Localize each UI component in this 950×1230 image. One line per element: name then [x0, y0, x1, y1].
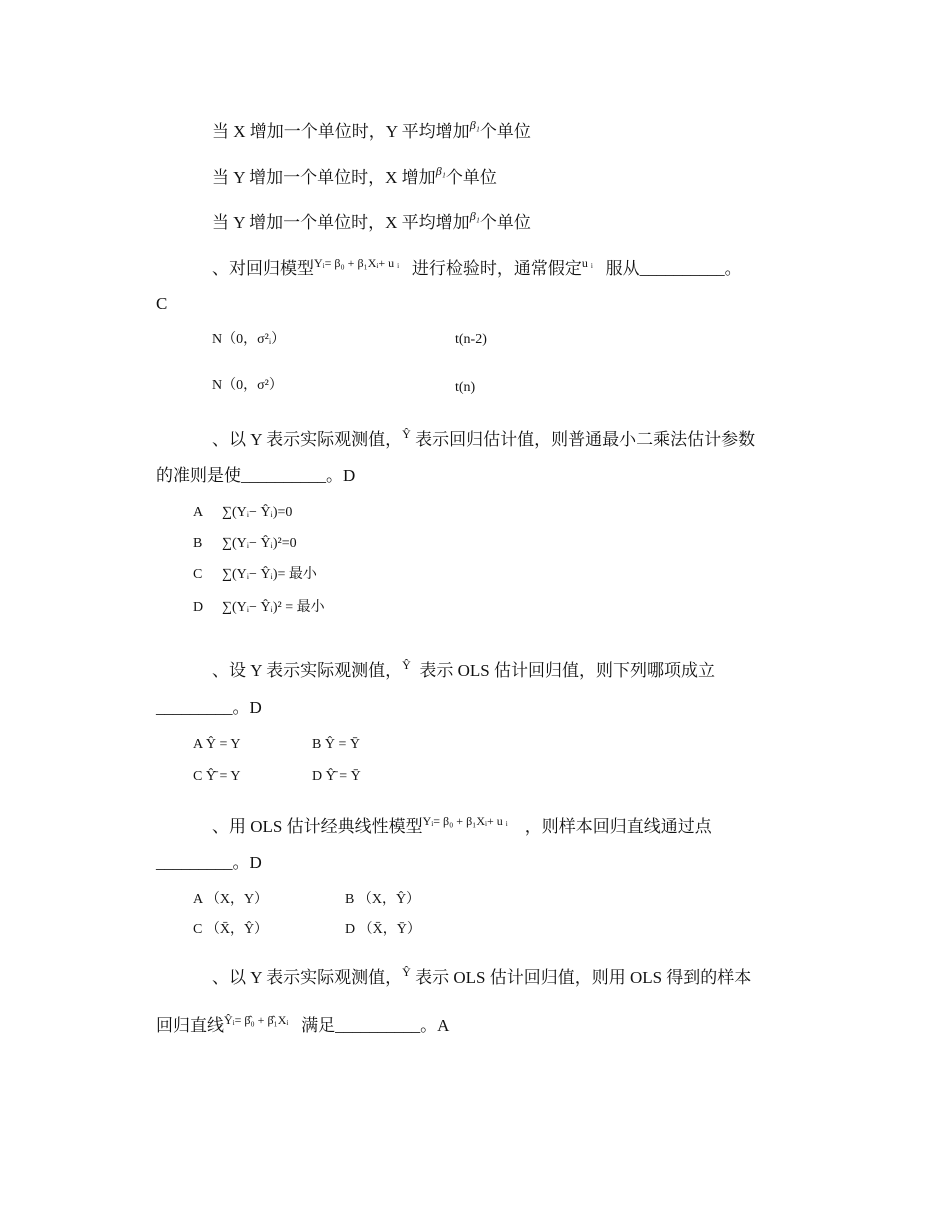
- question-2-line-2: 的准则是使__________。D: [156, 466, 356, 485]
- error-term-symbol: u ᵢ: [581, 256, 593, 270]
- question-text: 表示 OLS 估计回归值，则下列哪项成立: [419, 661, 715, 680]
- question-5-line-1: [212, 967, 751, 990]
- question-3-option-b: B Ŷ = Ȳ: [312, 737, 360, 752]
- option-text-tail: 个单位: [445, 168, 497, 187]
- y-hat-symbol: Ŷ: [402, 427, 411, 441]
- question-1-option-a: N（0，σ²ᵢ）: [212, 332, 286, 347]
- question-text: 、对回归模型: [212, 259, 314, 278]
- option-text: 当 Y 增加一个单位时，X 平均增加: [212, 213, 470, 232]
- beta1-symbol: β₁: [469, 118, 480, 132]
- question-2-option-d-letter: D: [193, 600, 204, 615]
- question-text: 回归直线: [156, 1016, 224, 1035]
- option-line-1: [212, 118, 531, 144]
- question-text: 、设 Y 表示实际观测值，: [212, 661, 403, 680]
- question-3-option-a: A Ŷ = Y: [193, 737, 241, 752]
- question-3-line-1: [212, 660, 715, 683]
- question-3-line-2: _________。D: [156, 698, 262, 717]
- question-2-option-a-letter: A: [193, 505, 204, 520]
- question-text: 满足__________。A: [301, 1016, 450, 1035]
- beta1-symbol: β₁: [435, 164, 446, 178]
- option-text: 当 Y 增加一个单位时，X 增加: [212, 168, 436, 187]
- regression-model-formula: Yᵢ= β₀ + β₁Xᵢ+ u ᵢ: [314, 256, 400, 270]
- question-text: 、以 Y 表示实际观测值，: [212, 430, 403, 449]
- question-4-line-2: _________。D: [156, 853, 262, 872]
- question-2-option-c-letter: C: [193, 567, 203, 582]
- question-4-option-b: B （X，Ŷ）: [345, 892, 421, 907]
- option-line-3: [212, 209, 531, 235]
- question-1-line: [212, 258, 742, 281]
- question-1-option-b: t(n-2): [455, 332, 487, 347]
- question-text: 表示 OLS 估计回归值，则用 OLS 得到的样本: [415, 968, 752, 987]
- regression-model-formula: Yᵢ= β₀ + β₁Xᵢ+ u ᵢ: [422, 814, 508, 828]
- y-hat-symbol: Ŷ: [402, 965, 411, 979]
- question-4-option-d: D （X̄，Ȳ）: [345, 922, 421, 937]
- question-text: 进行检验时，通常假定: [411, 259, 582, 278]
- option-line-2: [212, 164, 497, 190]
- question-2-option-d-expr: ∑(Yᵢ− Ŷᵢ)² = 最小: [222, 600, 325, 615]
- question-text: ，则样本回归直线通过点: [524, 817, 712, 836]
- question-text: 、用 OLS 估计经典线性模型: [212, 817, 423, 836]
- question-text: 、以 Y 表示实际观测值，: [212, 968, 403, 987]
- option-text-tail: 个单位: [479, 122, 531, 141]
- question-5-line-2: [156, 1015, 449, 1038]
- option-text: 当 X 增加一个单位时，Y 平均增加: [212, 122, 470, 141]
- question-text: 服从__________。: [605, 259, 742, 278]
- question-4-line-1: [212, 816, 712, 839]
- question-1-option-c: N（0，σ²）: [212, 378, 283, 393]
- question-1-option-d: t(n): [455, 380, 476, 395]
- question-2-option-b-letter: B: [193, 536, 203, 551]
- beta1-symbol: β₁: [469, 209, 480, 223]
- question-3-option-c: C Ŷ̄ = Y: [193, 769, 241, 784]
- question-2-option-a-expr: ∑(Yᵢ− Ŷᵢ)=0: [222, 505, 293, 520]
- question-3-option-d: D Ŷ̄ = Ȳ: [312, 769, 361, 784]
- y-hat-symbol: Ŷ: [402, 658, 411, 672]
- option-text-tail: 个单位: [479, 213, 531, 232]
- question-text: 表示回归估计值，则普通最小二乘法估计参数: [415, 430, 756, 449]
- question-2-line-1: [212, 429, 755, 452]
- question-1-answer: C: [156, 294, 168, 313]
- question-2-option-c-expr: ∑(Yᵢ− Ŷᵢ)= 最小: [222, 567, 317, 582]
- question-4-option-a: A （X，Y）: [193, 892, 269, 907]
- question-2-option-b-expr: ∑(Yᵢ− Ŷᵢ)²=0: [222, 536, 297, 551]
- question-4-option-c: C （X̄，Ŷ）: [193, 922, 269, 937]
- fitted-line-formula: Ŷᵢ= β̂₀ + β̂₁Xᵢ: [224, 1013, 289, 1027]
